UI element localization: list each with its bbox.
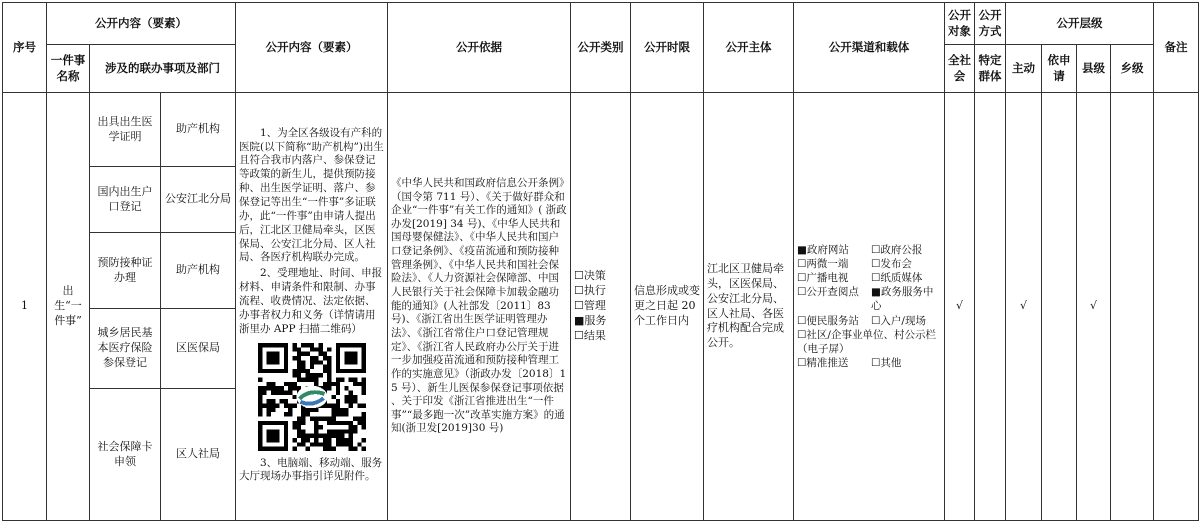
category-execution: ☐执行 — [574, 284, 606, 298]
channels-cell — [794, 93, 945, 521]
header-content-group: 公开内容（要素） — [47, 3, 236, 45]
row-seq: 1 — [3, 93, 47, 521]
content-paragraph-2: 2、受理地址、时间、申报材料、申请条件和限制、办事流程、收费情况、法定依据、办事者权力和义务（详情请用浙里办 APP 扫描二维码） — [239, 267, 383, 335]
channel-press-conference: ☐发布会 — [871, 257, 912, 270]
header-one-thing-name: 一件事名称 — [47, 45, 90, 93]
basis-cell: 《中华人民共和国政府信息公开条例》（国令第 711 号）、《关于做好群众和企业“一件事”有关工作的通知》( 浙政办发[2019] 34 号)、《中华人民共和国母婴保健法》、《中华人民共和国户口登记条例》、《疫苗流通和预防接种管理条例》、《中华人民共和国社会保险法》、《人力资源社会保障部、中国人民银行关于社会保障卡加载金融功能的通知》(人社部发〔2011〕83 号)、《浙江省出生医学证明管理办法》、《浙江省常住户口登记管理规定》、《浙江省人民政府办公厅关于进一步加强疫苗流通和预防接种管理工作的实施意见》（浙政办发〔2018〕15 号）、新生儿医保参保登记事项依据 、关于印发《浙江省推进出生“一件事”“最多跑一次”改革实施方案》的通知(浙卫发[2019]30 号) — [388, 93, 571, 521]
county-mark: √ — [1077, 93, 1111, 521]
header-method: 公开方式 — [975, 3, 1006, 45]
whole-society-mark: √ — [945, 93, 975, 521]
category-cell — [571, 93, 631, 521]
header-county: 县级 — [1077, 45, 1111, 93]
channels-list — [797, 243, 941, 371]
header-seq: 序号 — [3, 3, 47, 93]
channel-radio-tv: ☐广播电视 — [797, 272, 849, 285]
header-remark: 备注 — [1154, 3, 1199, 93]
header-target: 公开对象 — [945, 3, 975, 45]
channel-gov-website: ■政府网站 — [797, 243, 849, 256]
subject-cell: 江北区卫健局牵头，区医保局、公安江北分局、区人社局、各医疗机构配合完成公开。 — [704, 93, 794, 521]
channel-on-site: ☐入户/现场 — [871, 314, 926, 327]
on-request-mark — [1042, 93, 1077, 521]
header-specific-group: 特定群体 — [975, 45, 1006, 93]
township-mark — [1111, 93, 1154, 521]
header-whole-society: 全社会 — [945, 45, 975, 93]
category-decision: ☐决策 — [574, 269, 606, 283]
time-limit-cell: 信息形成或变更之日起 20 个工作日内 — [631, 93, 704, 521]
channel-other: ☐其他 — [871, 357, 902, 370]
active-mark: √ — [1006, 93, 1042, 521]
qr-code-icon — [258, 343, 366, 451]
header-level: 公开层级 — [1006, 3, 1154, 45]
matter-item: 国内出生户口登记 — [90, 167, 161, 233]
dept-item: 区人社局 — [161, 389, 236, 521]
disclosure-table — [2, 2, 1199, 521]
channel-paper-media: ☐纸质媒体 — [871, 272, 923, 285]
header-time-limit: 公开时限 — [631, 3, 704, 93]
header-subject: 公开主体 — [704, 3, 794, 93]
dept-item: 助产机构 — [161, 233, 236, 309]
dept-item: 公安江北分局 — [161, 167, 236, 233]
header-involved: 涉及的联办事项及部门 — [90, 45, 236, 93]
channel-gov-service-center: ■政务服务中心 — [871, 286, 934, 313]
channel-precise-push: ☐精准推送 — [797, 357, 849, 370]
category-management: ☐管理 — [574, 299, 606, 313]
header-channels: 公开渠道和载体 — [794, 3, 945, 93]
remark-cell — [1154, 93, 1199, 521]
header-content-elements: 公开内容（要素） — [236, 3, 388, 93]
matter-item: 出具出生医学证明 — [90, 93, 161, 167]
content-paragraph-3: 3、电脑端、移动端、服务大厅现场办事指引详见附件。 — [239, 456, 383, 483]
header-active: 主动 — [1006, 45, 1042, 93]
channel-gov-bulletin: ☐政府公报 — [871, 243, 923, 256]
one-thing-name: 出生“一件事” — [47, 93, 90, 521]
category-result: ☐结果 — [574, 328, 606, 342]
channel-public-access-point: ☐公开查阅点 — [797, 286, 859, 299]
matter-item: 社会保障卡申领 — [90, 389, 161, 521]
dept-item: 区医保局 — [161, 309, 236, 389]
content-elements-cell — [236, 93, 388, 521]
header-category: 公开类别 — [571, 3, 631, 93]
specific-group-mark — [975, 93, 1006, 521]
channel-community-board: ☐社区/企事业单位、村公示栏（电子屏） — [797, 328, 936, 355]
header-on-request: 依申请 — [1042, 45, 1077, 93]
header-basis: 公开依据 — [388, 3, 571, 93]
matter-item: 城乡居民基本医疗保险参保登记 — [90, 309, 161, 389]
matter-item: 预防接种证办理 — [90, 233, 161, 309]
header-township: 乡级 — [1111, 45, 1154, 93]
category-service: ■服务 — [574, 313, 607, 327]
channel-two-micro-one-end: ☐两微一端 — [797, 257, 849, 270]
content-paragraph-1: 1、为全区各级设有产科的医院(以下简称“助产机构”)出生且符合我市内落户、参保登记等政策的新生儿，提供预防接种、出生医学证明、落户、参保登记等出生“一件事”多证联办，此“一件事”由申请人提出后，江北区卫健局牵头，区医保局、公安江北分局、区人社局、各医疗机构联办完成。 — [239, 126, 384, 264]
channel-convenience-station: ☐便民服务站 — [797, 314, 859, 327]
dept-item: 助产机构 — [161, 93, 236, 167]
